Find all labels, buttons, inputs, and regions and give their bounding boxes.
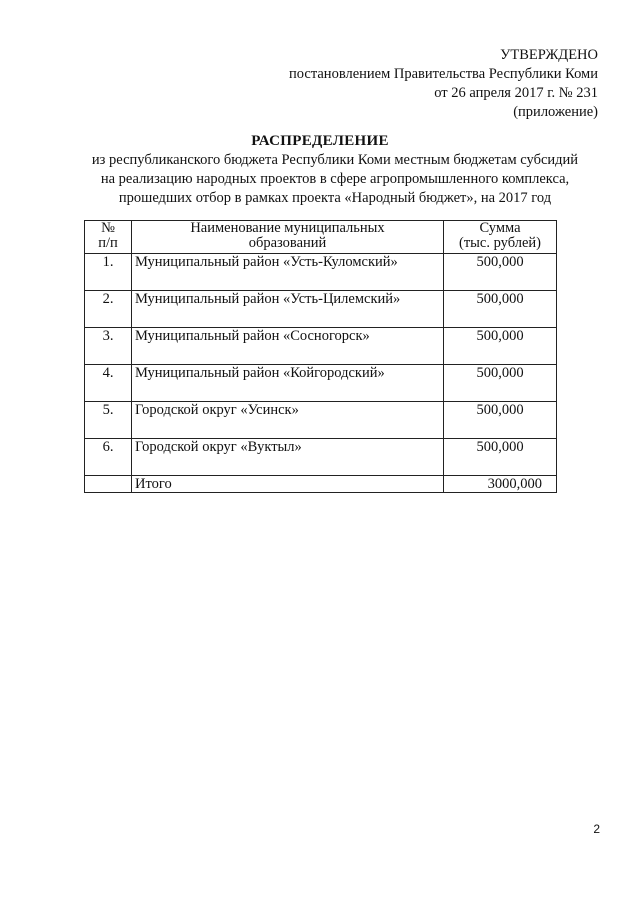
header-name-line-1: Наименование муниципальных: [190, 220, 385, 236]
table-header-row: [85, 221, 557, 254]
row-sum: 500,000: [444, 291, 557, 328]
header-sum-line-1: Сумма: [479, 220, 521, 236]
distribution-table: [84, 220, 557, 493]
row-name: Муниципальный район «Койгородский»: [132, 365, 444, 402]
header-sum-line-2: (тыс. рублей): [459, 235, 541, 251]
row-name: Городской округ «Вуктыл»: [132, 439, 444, 476]
table-row: [85, 402, 557, 439]
header-number-line-2: п/п: [98, 235, 118, 251]
row-number: 5.: [85, 402, 132, 439]
table-row: [85, 328, 557, 365]
header-number: [85, 221, 132, 254]
table-row: [85, 254, 557, 291]
approval-appendix: (приложение): [513, 104, 598, 120]
approval-block: [289, 46, 598, 122]
row-sum: 500,000: [444, 365, 557, 402]
table-row: [85, 365, 557, 402]
header-name: [132, 221, 444, 254]
document-title: РАСПРЕДЕЛЕНИЕ: [251, 133, 389, 149]
row-number: 1.: [85, 254, 132, 291]
table-row: [85, 439, 557, 476]
approval-decree: постановлением Правительства Республики Коми: [289, 66, 598, 82]
row-sum: 500,000: [444, 328, 557, 365]
total-sum: 3000,000: [444, 476, 557, 493]
table-row: [85, 291, 557, 328]
subtitle-line-3: прошедших отбор в рамках проекта «Народный бюджет», на 2017 год: [118, 190, 552, 206]
header-number-line-1: №: [101, 220, 115, 236]
page-number: 2: [593, 822, 600, 836]
row-sum: 500,000: [444, 254, 557, 291]
row-name: Муниципальный район «Усть-Цилемский»: [132, 291, 444, 328]
approval-date: от 26 апреля 2017 г. № 231: [434, 85, 598, 101]
subtitle-line-2: на реализацию народных проектов в сфере агропромышленного комплекса,: [100, 171, 570, 187]
subtitle-line-1: из республиканского бюджета Республики Коми местным бюджетам субсидий: [91, 152, 579, 168]
row-number: 2.: [85, 291, 132, 328]
row-name: Муниципальный район «Усть-Куломский»: [132, 254, 444, 291]
row-number: 6.: [85, 439, 132, 476]
table-total-row: [85, 476, 557, 493]
document-subtitle: [60, 151, 610, 208]
row-number: 3.: [85, 328, 132, 365]
row-sum: 500,000: [444, 439, 557, 476]
row-name: Городской округ «Усинск»: [132, 402, 444, 439]
header-name-line-2: образований: [248, 235, 327, 251]
total-number-empty: [85, 476, 132, 493]
approval-heading: УТВЕРЖДЕНО: [500, 47, 598, 63]
total-label: Итого: [132, 476, 444, 493]
row-name: Муниципальный район «Сосногорск»: [132, 328, 444, 365]
row-sum: 500,000: [444, 402, 557, 439]
header-sum: [444, 221, 557, 254]
row-number: 4.: [85, 365, 132, 402]
